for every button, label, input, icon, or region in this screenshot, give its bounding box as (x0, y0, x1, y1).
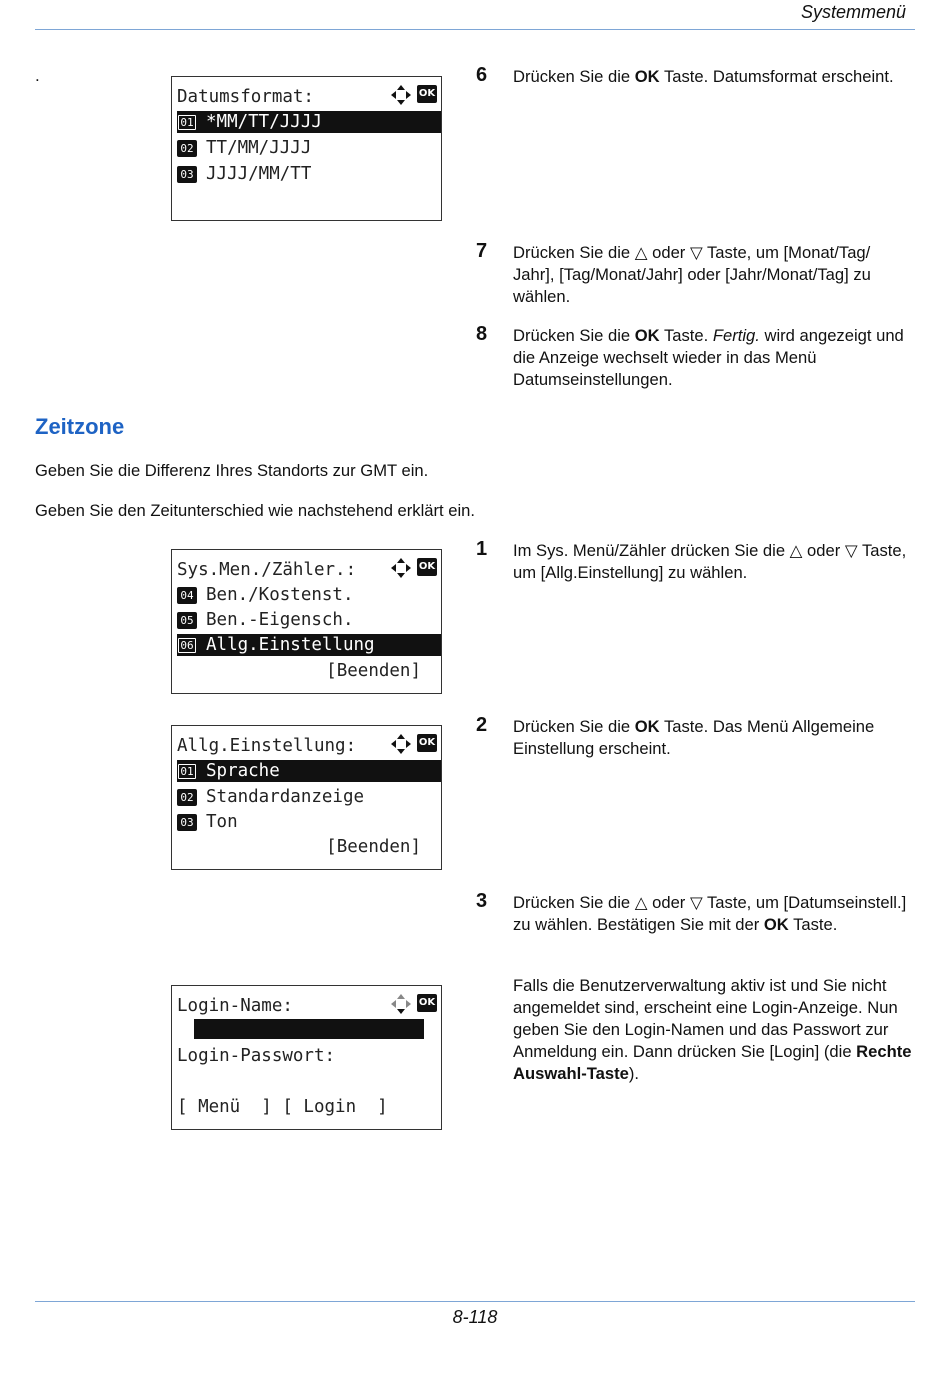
step-text: Im Sys. Menü/Zähler drücken Sie die △ oder ▽ Taste, um [Allg.Einstellung] zu wählen. (513, 541, 907, 582)
navigation-arrows-icon (390, 993, 412, 1015)
login-note (513, 975, 913, 1085)
step-number: 2 (476, 714, 488, 736)
lcd-title: Sys.Men./Zähler.: (177, 560, 357, 580)
item-number-badge: 01 (177, 114, 197, 131)
ok-key-label: OK (763, 915, 789, 934)
lcd-item (177, 584, 441, 606)
lcd-item-label: Ben.-Eigensch. (206, 610, 354, 630)
step-text-part: Taste. Das Menü Allgemeine Einstellung erscheint. (513, 717, 875, 758)
lcd-item-selected (177, 760, 441, 782)
ok-key-label: OK (634, 717, 660, 736)
step-text-part: Taste. (788, 915, 838, 934)
step-text (513, 66, 913, 88)
lcd-date-format (171, 76, 442, 221)
lcd-general-settings (171, 725, 442, 870)
login-name-input-highlight (194, 1019, 424, 1039)
note-text-part: Falls die Benutzerverwaltung aktiv ist und Sie nicht angemeldet sind, erscheint eine Login-Anzeige. Nun geben Sie den Login-Namen und das Passwort zur Anmeldung ein. Dann drücken Sie [Login] (die (513, 976, 898, 1061)
step-text-part: wird angezeigt und die Anzeige wechselt wieder in das Menü Datumseinstellungen. (513, 326, 904, 389)
lcd-item (177, 609, 441, 631)
lcd-item-label: Ton (206, 812, 238, 832)
lcd-item-label: TT/MM/JJJJ (206, 138, 312, 158)
lcd-item-label: *MM/TT/JJJJ (206, 112, 322, 132)
login-name-label: Login-Name: (177, 996, 293, 1016)
paragraph: Geben Sie die Differenz Ihres Standorts zur GMT ein. (35, 461, 429, 480)
right-select-key-label: Rechte Auswahl-Taste (513, 1042, 912, 1083)
step-text: Drücken Sie die △ oder ▽ Taste, um [Monat/Tag/ Jahr], [Tag/Monat/Jahr] oder [Jahr/Monat/Tag] zu wählen. (513, 243, 871, 306)
login-password-label: Login-Passwort: (177, 1046, 336, 1066)
step-number: 3 (476, 890, 488, 912)
lcd-item (177, 137, 441, 159)
lcd-item (177, 786, 441, 808)
item-number-badge: 04 (177, 587, 197, 604)
item-number-badge: 03 (177, 166, 197, 183)
lcd-item-selected (177, 111, 441, 133)
ok-key-icon: OK (417, 734, 437, 752)
lcd-system-menu (171, 549, 442, 694)
lcd-item-label: Allg.Einstellung (206, 635, 375, 655)
step-number: 1 (476, 538, 488, 560)
step-text-part: Drücken Sie die (513, 717, 635, 736)
step-text-part: Drücken Sie die △ oder ▽ Taste, um [Datumseinstell.] zu wählen. Bestätigen Sie mit der (513, 893, 907, 934)
display-message: Fertig. (712, 326, 760, 345)
step-number: 8 (476, 323, 488, 345)
step-text (513, 716, 913, 760)
step-number: 6 (476, 64, 488, 86)
lcd-title: Datumsformat: (177, 87, 314, 107)
item-number-badge: 03 (177, 814, 197, 831)
navigation-arrows-icon (390, 733, 412, 755)
lcd-item (177, 163, 441, 185)
step-text-part: Taste. Datumsformat erscheint. (659, 67, 894, 86)
item-number-badge: 01 (177, 763, 197, 780)
step-text-part: Drücken Sie die (513, 67, 635, 86)
lcd-softkeys: [ Menü ] [ Login ] (177, 1097, 388, 1117)
ok-key-label: OK (634, 326, 660, 345)
lcd-item-label: JJJJ/MM/TT (206, 164, 312, 184)
lcd-title: Allg.Einstellung: (177, 736, 357, 756)
lcd-item (177, 811, 441, 833)
lcd-item-label: Sprache (206, 761, 280, 781)
item-number-badge: 02 (177, 789, 197, 806)
item-number-badge: 06 (177, 637, 197, 654)
ok-key-icon: OK (417, 558, 437, 576)
section-heading: Zeitzone (35, 414, 125, 439)
step-text-part: Taste. (659, 326, 713, 345)
navigation-arrows-icon (390, 557, 412, 579)
ok-key-icon: OK (417, 994, 437, 1012)
lcd-exit-softkey: [Beenden] (326, 837, 421, 857)
lcd-login (171, 985, 442, 1130)
ok-key-label: OK (634, 67, 660, 86)
step-text (513, 325, 913, 391)
item-number-badge: 02 (177, 140, 197, 157)
header-rule (35, 29, 915, 30)
lcd-exit-softkey: [Beenden] (326, 661, 421, 681)
note-text-part: ). (628, 1064, 640, 1083)
lcd-item-selected (177, 634, 441, 656)
step-text (513, 892, 913, 936)
ok-key-icon: OK (417, 85, 437, 103)
step-number: 7 (476, 240, 488, 262)
lcd-item-label: Ben./Kostenst. (206, 585, 354, 605)
item-number-badge: 05 (177, 612, 197, 629)
paragraph: Geben Sie den Zeitunterschied wie nachstehend erklärt ein. (35, 501, 476, 520)
footer-rule (35, 1301, 915, 1302)
lcd-item-label: Standardanzeige (206, 787, 365, 807)
navigation-arrows-icon (390, 84, 412, 106)
running-header: Systemmenü (800, 2, 906, 22)
page-number: 8-118 (452, 1307, 498, 1327)
step-text-part: Drücken Sie die (513, 326, 635, 345)
stray-mark: . (35, 66, 40, 85)
